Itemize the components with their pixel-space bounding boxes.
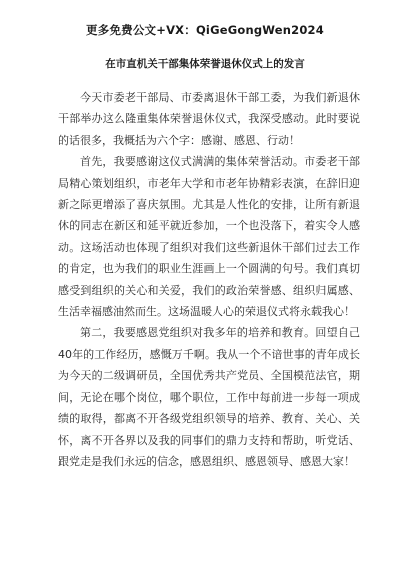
paragraph-thanks: 首先，我要感谢这仪式满满的集体荣誉活动。市委老干部局精心策划组织，市老年大学和市老年协精彩表演，在辞旧迎新之际更增添了喜庆氛围。尤其是人性化的安排，让所有新退休的同志在新区和延平就近参加，一个也没落下，着实令人感动。这场活动也体现了组织对我们这些新退休干部们过去工作的肯定，也为我们的职业生涯画上一个圆满的句号。我们真切感受到组织的关心和关爱，我们的政治荣誉感、组织归属感、生活幸福感油然而生。这场温暖人心的荣退仪式将永载我心！ (58, 155, 360, 319)
paragraph-gratitude: 第二，我要感恩党组织对我多年的培养和教育。回望自己40年的工作经历，感慨万千啊。我从一个不谙世事的青年成长为今天的二级调研员，全国优秀共产党员、全国模范法官，期间，无论在哪个岗位，哪个职位，工作中每前进一步每一项成绩的取得，都离不开各级党组织领导的培养、教育、关心、关怀，离不开各界以及我的同事们的鼎力支持和帮助，听党话、跟党走是我们永远的信念，感恩组织、感恩领导、感恩大家！ (58, 326, 360, 468)
paragraph-intro: 今天市委老干部局、市委离退休干部工委，为我们新退休干部举办这么隆重集体荣誉退休仪式，我深受感动。此时要说的话很多，我概括为六个字：感谢、感恩、行动！ (58, 91, 360, 147)
document-title: 在市直机关干部集体荣誉退休仪式上的发言 (105, 58, 305, 70)
promo-banner: 更多免费公文+VX：QiGeGongWen2024 (86, 23, 324, 37)
document-body (58, 87, 360, 472)
